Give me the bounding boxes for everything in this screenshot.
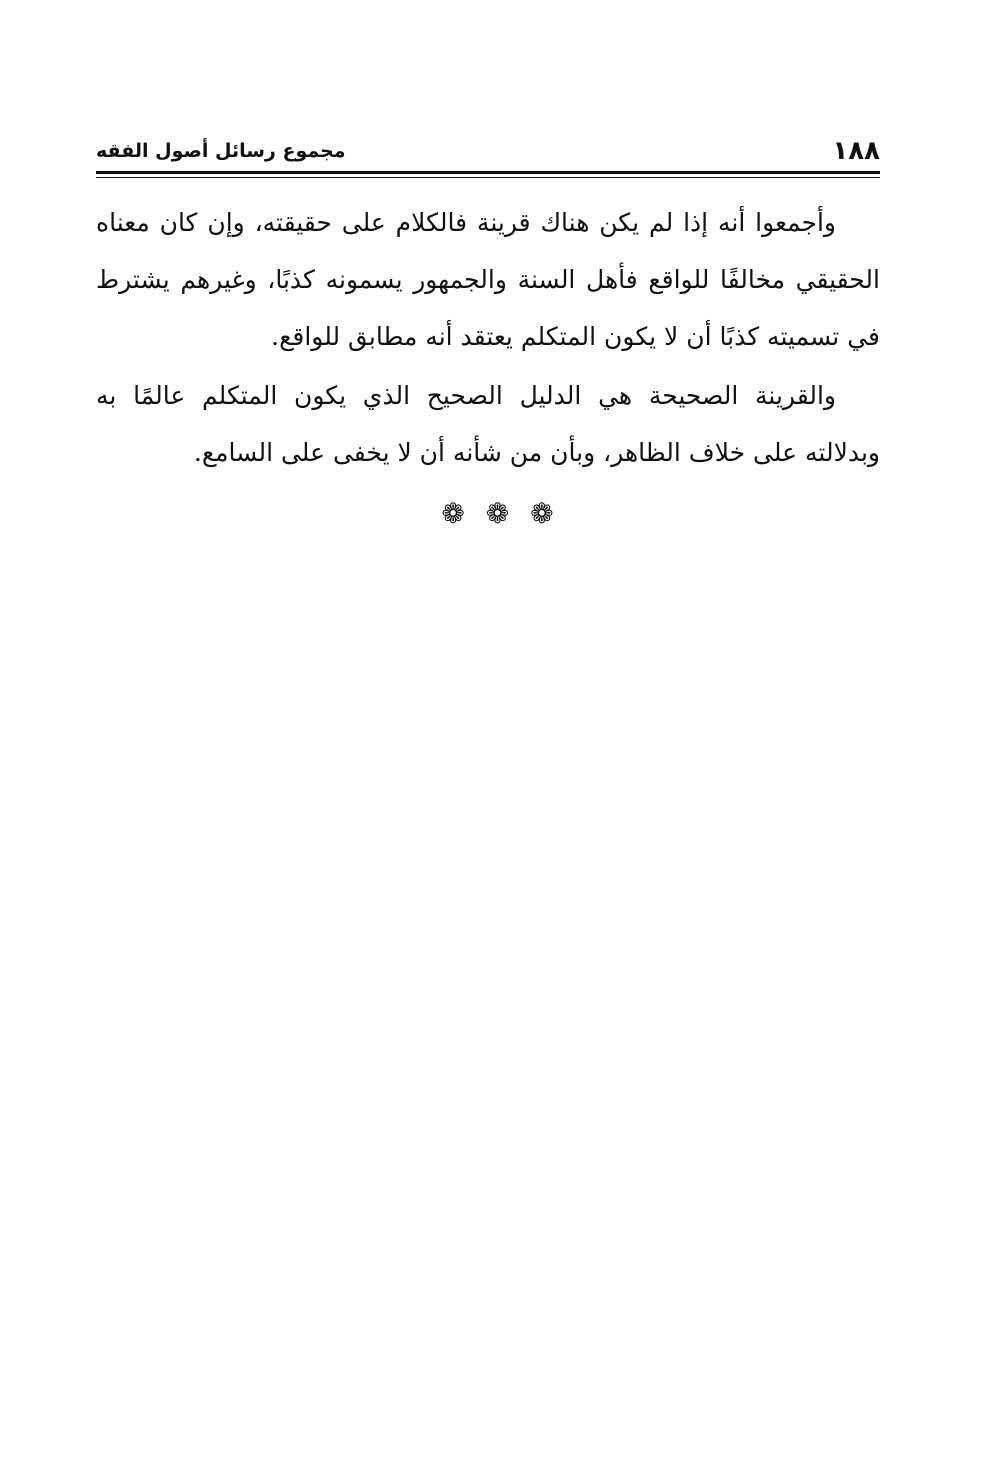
header-rule-thin bbox=[96, 177, 880, 178]
flower-ornament-icon: ❁ bbox=[441, 497, 465, 530]
flower-ornament-icon: ❁ bbox=[485, 497, 510, 530]
book-title: مجموع رسائل أصول الفقه bbox=[96, 140, 346, 162]
header-rule-thick bbox=[96, 171, 880, 174]
paragraph-2: والقرينة الصحيحة هي الدليل الصحيح الذي يكون المتكلم عالمًا به وبدلالته على خلاف الظاهر، وبأن من شأنه أن لا يخفى على السامع. bbox=[96, 381, 880, 467]
body-text bbox=[96, 194, 880, 483]
paragraph-1: وأجمعوا أنه إذا لم يكن هناك قرينة فالكلام على حقيقته، وإن كان معناه الحقيقي مخالفًا للواقع فأهل السنة والجمهور يسمونه كذبًا، وغيرهم يشترط في تسميته كذبًا أن لا يكون المتكلم يعتقد أنه مطابق للواقع. bbox=[96, 208, 880, 351]
page-number: ١٨٨ bbox=[832, 136, 880, 166]
section-divider bbox=[0, 494, 995, 534]
running-header bbox=[96, 130, 880, 170]
flower-ornament-icon: ❁ bbox=[530, 497, 554, 530]
